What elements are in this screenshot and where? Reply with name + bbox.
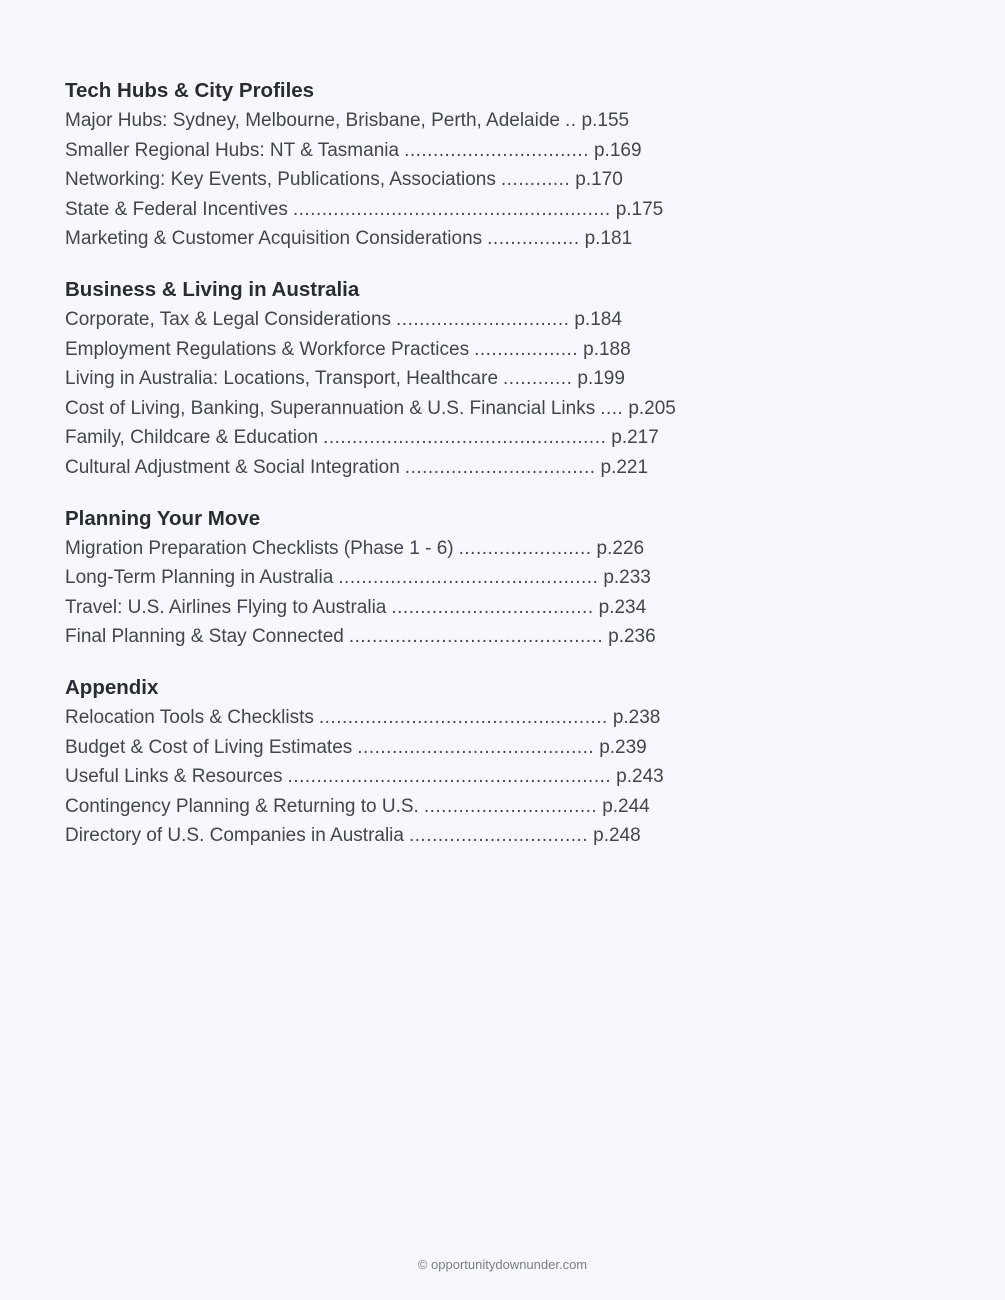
toc-entry-page: p.169 <box>593 139 642 161</box>
toc-entry-leader: .. <box>564 110 577 131</box>
toc-entry[interactable] <box>65 195 745 225</box>
toc-entry-label: Marketing & Customer Acquisition Considerations <box>65 228 483 250</box>
toc-entry-leader: ....................... <box>458 537 592 559</box>
toc-entry-label: Cost of Living, Banking, Superannuation & U.S. Financial Links <box>65 397 596 419</box>
toc-entry-page: p.170 <box>575 169 623 191</box>
toc-entry-leader: ............................... <box>408 825 589 847</box>
toc-entry[interactable] <box>65 593 745 623</box>
toc-entry-leader: .................................................. <box>318 706 608 728</box>
toc-entry[interactable] <box>65 622 745 652</box>
toc-section-planning-move <box>65 504 745 652</box>
toc-entry-page: p.239 <box>599 736 647 758</box>
toc-entry-leader: ........................................................ <box>287 766 612 788</box>
toc-entry-page: p.226 <box>596 537 645 559</box>
section-title: Planning Your Move <box>65 506 261 530</box>
toc-entry-page: p.238 <box>612 706 661 728</box>
toc-entry-label: Major Hubs: Sydney, Melbourne, Brisbane, Perth, Adelaide <box>65 110 560 131</box>
toc-entry-page: p.205 <box>628 397 676 419</box>
toc-entry-leader: ............................................. <box>338 567 599 589</box>
toc-entry-label: Living in Australia: Locations, Transport, Healthcare <box>65 368 499 390</box>
toc-entry-label: Useful Links & Resources <box>65 766 283 788</box>
toc-section-business-living <box>65 275 745 483</box>
toc-entry-label: Travel: U.S. Airlines Flying to Australia <box>65 596 387 618</box>
toc-entry-leader: .............................. <box>423 795 598 817</box>
toc-entry[interactable] <box>65 106 745 136</box>
toc-entry-page: p.217 <box>611 427 659 449</box>
footer-copyright: © opportunitydownunder.com <box>417 1257 588 1272</box>
toc-entry-page: p.243 <box>616 766 664 788</box>
toc-entry-label: Employment Regulations & Workforce Practices <box>65 338 470 360</box>
toc-entry-page: p.184 <box>574 308 622 330</box>
toc-entry-page: p.233 <box>603 567 651 589</box>
toc-entry-leader: .............................. <box>396 308 570 330</box>
toc-entry-page: p.175 <box>615 198 664 220</box>
toc-entry-leader: ............ <box>503 368 573 390</box>
toc-entry-label: Corporate, Tax & Legal Considerations <box>65 308 392 330</box>
toc-entry-leader: ....................................................... <box>292 198 611 220</box>
toc-entry-page: p.234 <box>598 596 647 618</box>
toc-entry-leader: ............................................ <box>348 626 604 648</box>
toc-entry-leader: .................. <box>474 338 579 360</box>
toc-entry[interactable] <box>65 136 745 166</box>
toc-section-tech-hubs <box>65 76 745 254</box>
toc-entry-label: Budget & Cost of Living Estimates <box>65 736 353 758</box>
toc-entry-label: Cultural Adjustment & Social Integration <box>65 456 400 478</box>
toc-entry-page: p.155 <box>581 110 630 131</box>
table-of-contents <box>65 76 745 872</box>
section-title: Tech Hubs & City Profiles <box>65 79 315 102</box>
toc-entry-label: Migration Preparation Checklists (Phase 1 - 6) <box>65 537 454 559</box>
toc-entry-label: Contingency Planning & Returning to U.S. <box>65 795 419 817</box>
toc-entry-label: Smaller Regional Hubs: NT & Tasmania <box>65 139 400 161</box>
toc-entry[interactable] <box>65 224 745 254</box>
toc-entry-label: Directory of U.S. Companies in Australia <box>65 825 404 847</box>
toc-entry[interactable] <box>65 534 745 564</box>
toc-entry-page: p.199 <box>577 368 625 390</box>
section-title: Appendix <box>65 675 159 699</box>
toc-entry[interactable] <box>65 762 745 792</box>
toc-entry-page: p.221 <box>600 456 649 478</box>
toc-entry-leader: ................................. <box>404 456 596 478</box>
toc-entry-leader: ................................ <box>404 139 589 161</box>
toc-entry[interactable] <box>65 423 745 453</box>
toc-entry[interactable] <box>65 364 745 394</box>
toc-entry-page: p.188 <box>583 338 631 360</box>
toc-entry-page: p.244 <box>602 795 650 817</box>
toc-entry[interactable] <box>65 703 745 733</box>
toc-entry[interactable] <box>65 394 745 424</box>
toc-entry-label: Final Planning & Stay Connected <box>65 626 344 648</box>
toc-entry-page: p.236 <box>608 626 656 648</box>
toc-entry[interactable] <box>65 792 745 822</box>
toc-entry[interactable] <box>65 821 745 851</box>
toc-entry-label: State & Federal Incentives <box>65 198 288 220</box>
toc-entry[interactable] <box>65 563 745 593</box>
toc-entry-label: Networking: Key Events, Publications, Associations <box>65 169 496 191</box>
toc-entry-label: Family, Childcare & Education <box>65 427 319 449</box>
toc-entry[interactable] <box>65 305 745 335</box>
toc-entry-label: Long-Term Planning in Australia <box>65 567 334 589</box>
toc-entry-leader: ................................................. <box>323 427 607 449</box>
toc-entry-label: Relocation Tools & Checklists <box>65 706 314 728</box>
toc-section-appendix <box>65 673 745 851</box>
toc-entry-page: p.248 <box>593 825 641 847</box>
toc-entry[interactable] <box>65 453 745 483</box>
toc-entry[interactable] <box>65 165 745 195</box>
toc-entry-leader: ......................................... <box>357 736 595 758</box>
toc-entry-leader: .... <box>600 397 624 419</box>
toc-entry-page: p.181 <box>584 228 633 250</box>
toc-entry[interactable] <box>65 335 745 365</box>
toc-entry-leader: ................................... <box>391 596 594 618</box>
toc-entry-leader: ............ <box>500 169 571 191</box>
toc-entry[interactable] <box>65 733 745 763</box>
section-title: Business & Living in Australia <box>65 277 360 301</box>
toc-entry-leader: ................ <box>487 228 580 250</box>
